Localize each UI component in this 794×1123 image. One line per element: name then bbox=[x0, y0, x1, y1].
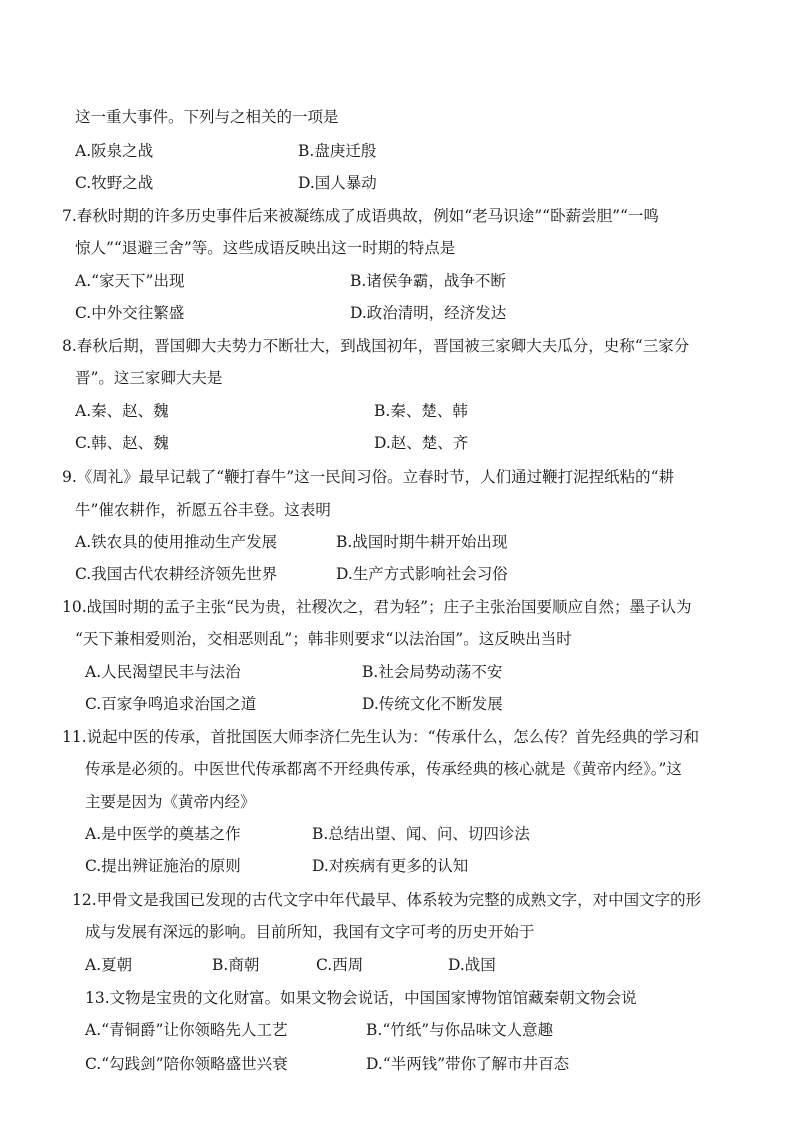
q7-option-a: A.“家天下”出现 bbox=[75, 272, 185, 290]
q13-option-a: A.“青铜爵”让你领略先人工艺 bbox=[85, 1021, 288, 1039]
q10-option-a: A.人民渴望民丰与法治 bbox=[85, 663, 241, 681]
q11-option-a: A.是中医学的奠基之作 bbox=[85, 825, 241, 843]
q7-option-b: B.诸侯争霸，战争不断 bbox=[350, 272, 506, 290]
q9-stem-line-2: 牛”催农耕作，祈愿五谷丰登。这表明 bbox=[75, 501, 331, 519]
q8-option-a: A.秦、赵、魏 bbox=[75, 402, 169, 420]
q6-stem-line-1: 这一重大事件。下列与之相关的一项是 bbox=[75, 108, 339, 126]
q8-stem-line-1: 8.春秋后期，晋国卿大夫势力不断壮大，到战国初年，晋国被三家卿大夫瓜分，史称“三家分 bbox=[62, 337, 690, 355]
q10-option-c: C.百家争鸣追求治国之道 bbox=[85, 695, 257, 713]
q13-stem-line-1: 13.文物是宝贵的文化财富。如果文物会说话，中国国家博物馆馆藏秦朝文物会说 bbox=[85, 989, 637, 1007]
q10-option-b: B.社会局势动荡不安 bbox=[362, 663, 503, 681]
q11-stem-line-2: 传承是必须的。中医世代传承都离不开经典传承，传承经典的核心就是《黄帝内经》。”这 bbox=[85, 760, 682, 778]
q12-option-b: B.商朝 bbox=[212, 956, 260, 974]
q9-option-b: B.战国时期牛耕开始出现 bbox=[336, 533, 508, 551]
q9-stem-line-1: 9.《周礼》最早记载了“鞭打春牛”这一民间习俗。立春时节，人们通过鞭打泥捏纸粘的“耕 bbox=[62, 468, 675, 486]
q10-stem-line-1: 10.战国时期的孟子主张“民为贵，社稷次之，君为轻”；庄子主张治国要顺应自然；墨子认为 bbox=[62, 598, 692, 616]
q6-option-d: D.国人暴动 bbox=[298, 174, 377, 192]
q12-stem-line-2: 成与发展有深远的影响。目前所知，我国有文字可考的历史开始于 bbox=[85, 923, 535, 941]
q8-stem-line-2: 晋”。这三家卿大夫是 bbox=[75, 369, 223, 387]
q9-option-d: D.生产方式影响社会习俗 bbox=[336, 565, 508, 583]
q6-option-b: B.盘庚迁殷 bbox=[298, 142, 377, 160]
q12-option-a: A.夏朝 bbox=[85, 956, 133, 974]
q12-option-c: C.西周 bbox=[316, 956, 364, 974]
q12-stem-line-1: 12.甲骨文是我国已发现的古代文字中年代最早、体系较为完整的成熟文字，对中国文字的形 bbox=[72, 891, 702, 909]
q6-option-a: A.阪泉之战 bbox=[75, 142, 154, 160]
q7-option-d: D.政治清明，经济发达 bbox=[350, 304, 507, 322]
q8-option-c: C.韩、赵、魏 bbox=[75, 434, 169, 452]
q11-option-b: B.总结出望、闻、问、切四诊法 bbox=[312, 825, 530, 843]
q11-option-c: C.提出辨证施治的原则 bbox=[85, 857, 241, 875]
q6-option-c: C.牧野之战 bbox=[75, 174, 154, 192]
q9-option-c: C.我国古代农耕经济领先世界 bbox=[75, 565, 278, 583]
q13-option-d: D.“半两钱”带你了解市井百态 bbox=[366, 1055, 570, 1073]
q8-option-b: B.秦、楚、韩 bbox=[374, 402, 468, 420]
q7-stem-line-2: 惊人”“退避三舍”等。这些成语反映出这一时期的特点是 bbox=[75, 239, 456, 257]
q13-option-b: B.“竹纸”与你品味文人意趣 bbox=[366, 1021, 554, 1039]
q8-option-d: D.赵、楚、齐 bbox=[374, 434, 469, 452]
q11-stem-line-3: 主要是因为《黄帝内经》 bbox=[85, 793, 256, 811]
q9-option-a: A.铁农具的使用推动生产发展 bbox=[75, 533, 278, 551]
q12-option-d: D.战国 bbox=[448, 956, 496, 974]
q7-option-c: C.中外交往繁盛 bbox=[75, 304, 185, 322]
q11-stem-line-1: 11.说起中医的传承，首批国医大师李济仁先生认为：“传承什么，怎么传？首先经典的学习和 bbox=[62, 728, 700, 746]
q10-option-d: D.传统文化不断发展 bbox=[362, 695, 503, 713]
q10-stem-line-2: “天下兼相爱则治，交相恶则乱”；韩非则要求“以法治国”。这反映出当时 bbox=[75, 630, 572, 648]
q7-stem-line-1: 7.春秋时期的许多历史事件后来被凝练成了成语典故，例如“老马识途”“卧薪尝胆”“一鸣 bbox=[62, 207, 659, 225]
q11-option-d: D.对疾病有更多的认知 bbox=[312, 857, 469, 875]
q13-option-c: C.“勾践剑”陪你领略盛世兴衰 bbox=[85, 1055, 288, 1073]
